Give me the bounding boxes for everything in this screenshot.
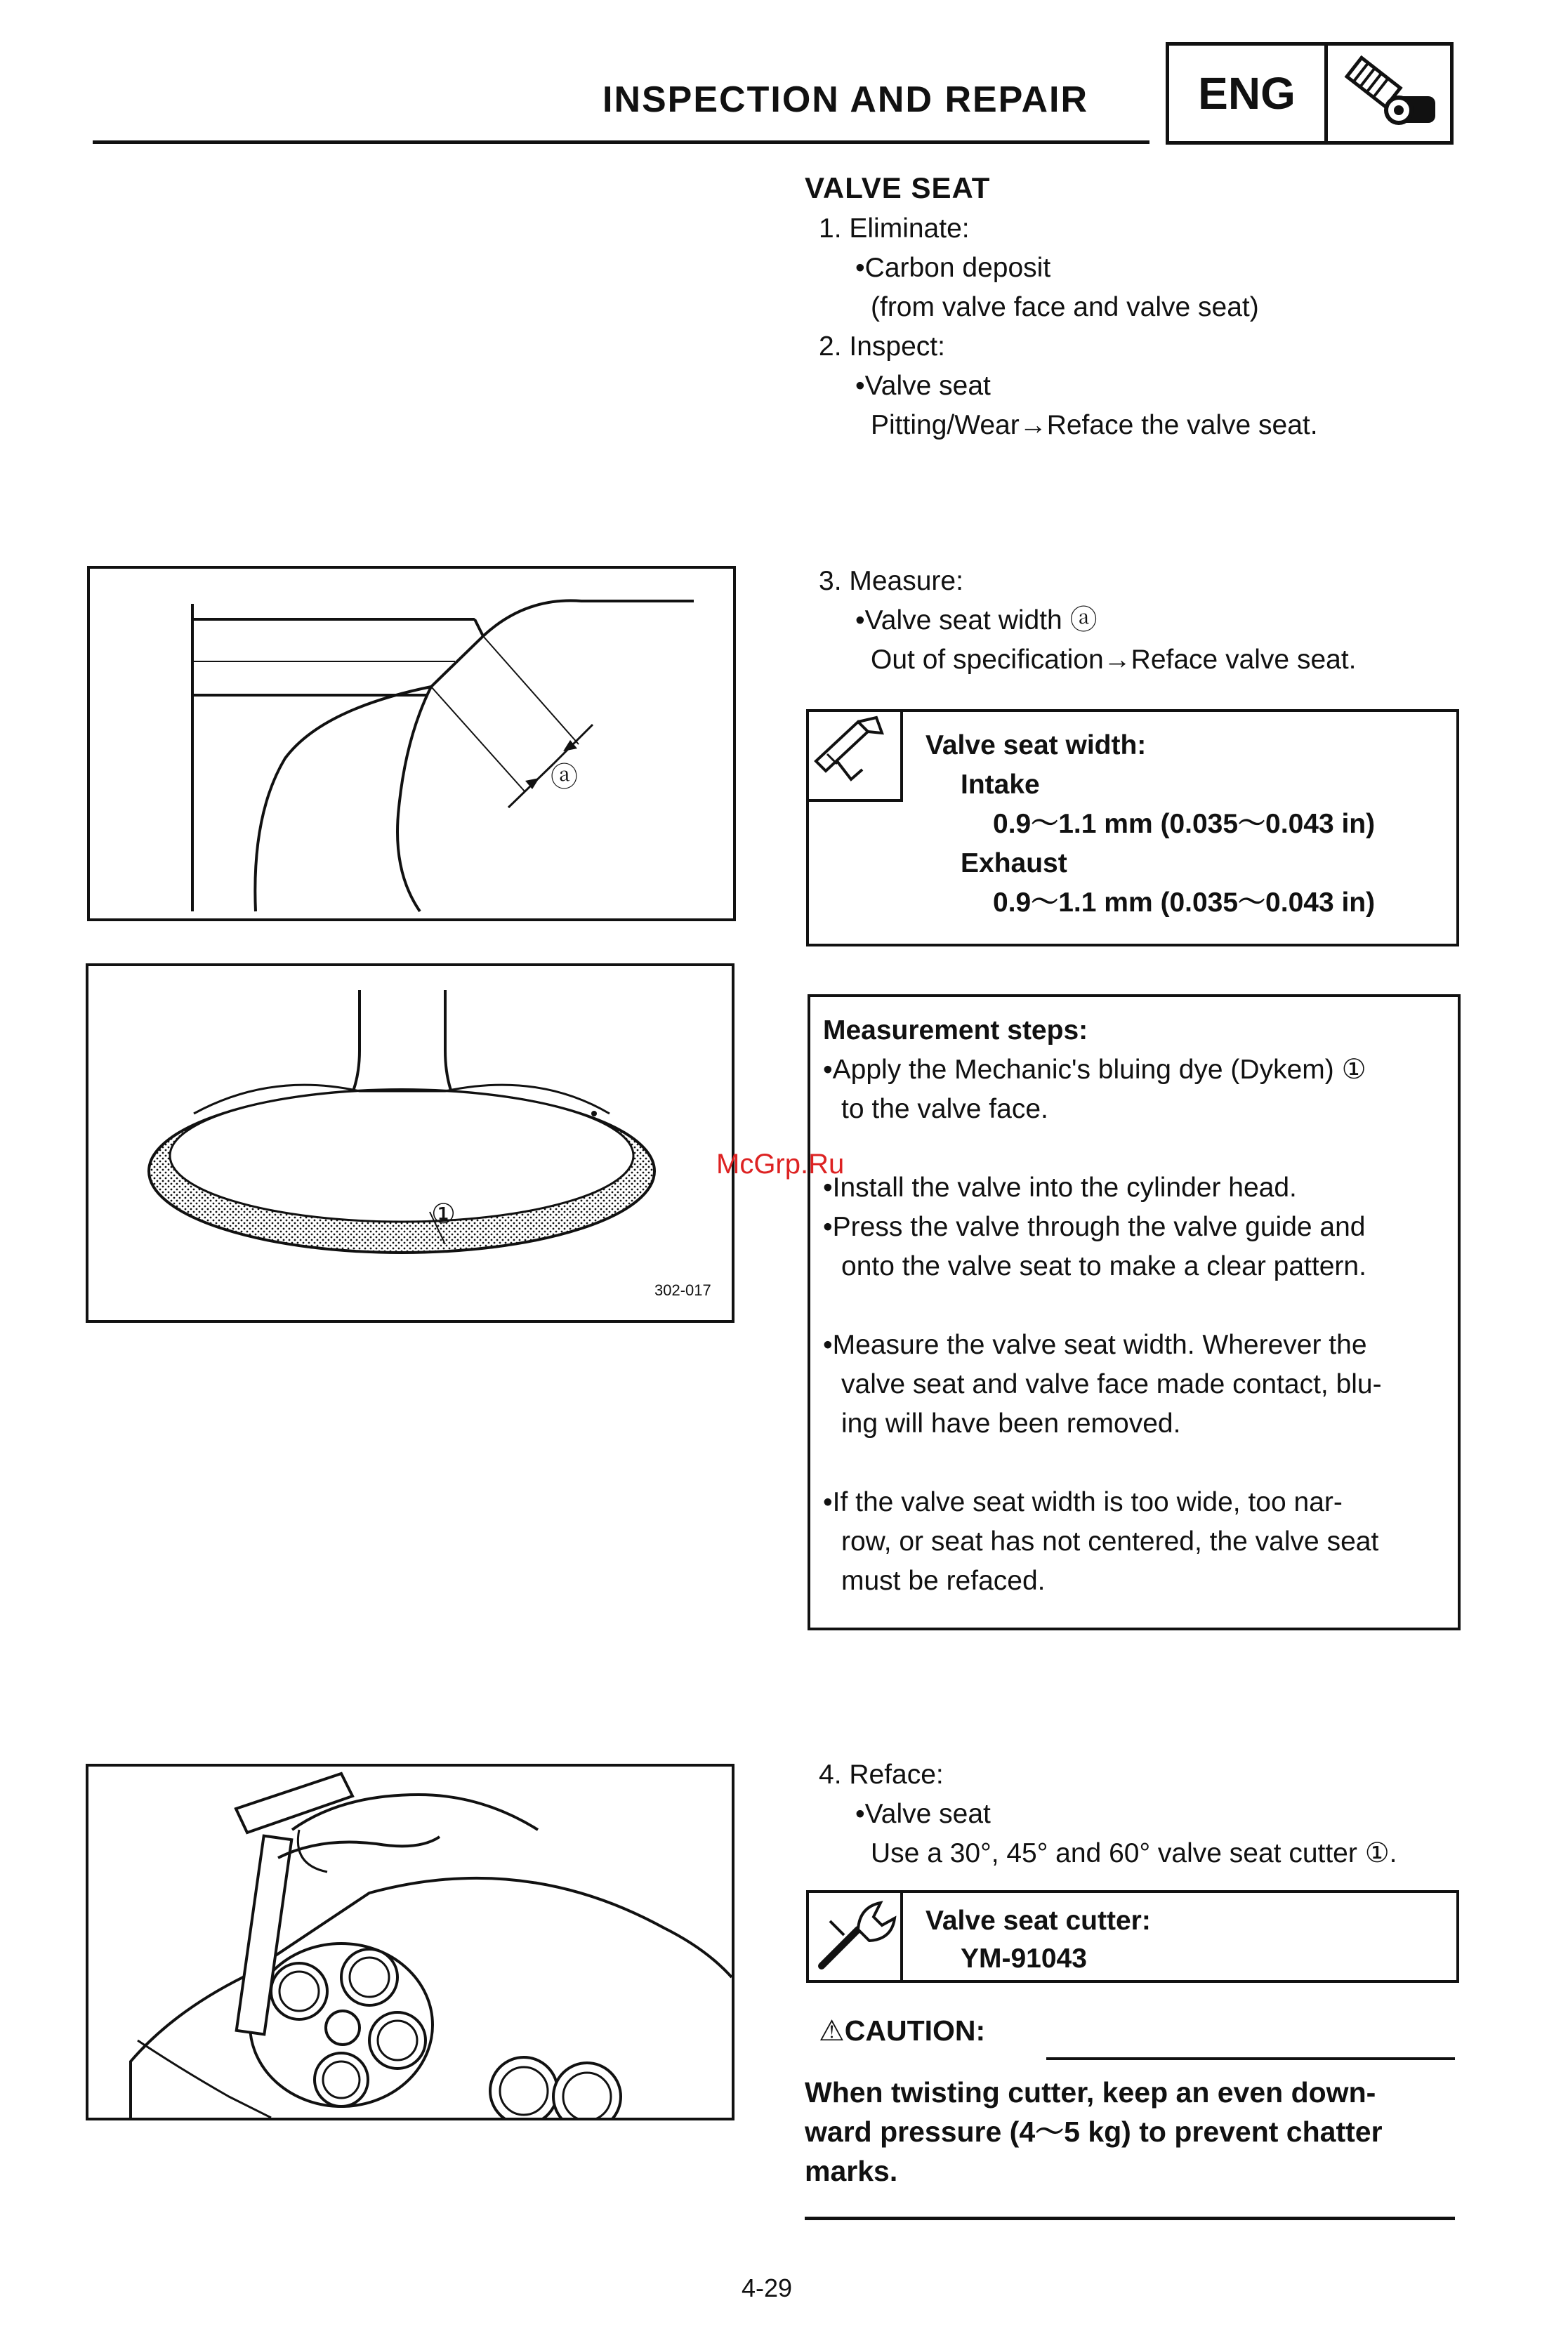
steps-item-5a: •If the valve seat width is too wide, too nar-: [823, 1487, 1343, 1517]
caution-divider: [1046, 2057, 1455, 2060]
steps-item-4c: ing will have been removed.: [841, 1408, 1181, 1439]
spec-title: Valve seat width:: [925, 730, 1147, 760]
width-marker-label: ⓐ: [551, 763, 579, 793]
steps-item-4b: valve seat and valve face made contact, blu-: [841, 1369, 1382, 1399]
tool-part-number: YM-91043: [961, 1944, 1087, 1974]
steps-item-3b: onto the valve seat to make a clear pattern.: [841, 1251, 1366, 1281]
steps-item-2: •Install the valve into the cylinder head.: [823, 1173, 1297, 1203]
spec-intake-value: 0.9～1.1 mm (0.035～0.043 in): [993, 809, 1376, 839]
section-badge: [1166, 42, 1454, 145]
spec-box: [806, 709, 1459, 946]
header-divider: [93, 140, 1149, 144]
steps-item-1b: to the valve face.: [841, 1094, 1048, 1124]
special-tool-box: [806, 1890, 1459, 1983]
step1-label: 1. Eliminate:: [819, 213, 970, 244]
engine-cylinder-icon: [1328, 46, 1450, 141]
steps-item-5b: row, or seat has not centered, the valve seat: [841, 1526, 1379, 1557]
wrench-tool-icon: [809, 1893, 903, 1980]
caliper-icon: [809, 712, 903, 802]
caution-line-1: When twisting cutter, keep an even down-: [805, 2076, 1376, 2109]
watermark: McGrp.Ru: [716, 1149, 845, 1180]
measurement-steps-box: [808, 994, 1461, 1630]
tool-title: Valve seat cutter:: [925, 1906, 1151, 1936]
steps-title: Measurement steps:: [823, 1015, 1088, 1045]
caution-title: ⚠CAUTION:: [819, 2014, 986, 2047]
step1-note: (from valve face and valve seat): [871, 292, 1259, 322]
spec-intake-label: Intake: [961, 770, 1040, 800]
steps-item-3a: •Press the valve through the valve guide and: [823, 1212, 1366, 1242]
dye-marker-label: ①: [431, 1199, 456, 1229]
caution-line-2: ward pressure (4～5 kg) to prevent chatter: [805, 2116, 1383, 2148]
step2-label: 2. Inspect:: [819, 331, 945, 362]
step4-label: 4. Reface:: [819, 1760, 944, 1790]
valve-face-figure: [86, 963, 734, 1323]
steps-item-1a: •Apply the Mechanic's bluing dye (Dykem) ①: [823, 1055, 1366, 1085]
step2-note: Pitting/Wear→Reface the valve seat.: [871, 410, 1318, 440]
page-title: INSPECTION AND REPAIR: [602, 79, 1089, 120]
footer-divider: [805, 2217, 1455, 2220]
valve-seat-cutter-figure: [86, 1764, 734, 2120]
spec-exhaust-value: 0.9～1.1 mm (0.035～0.043 in): [993, 888, 1376, 918]
caution-line-3: marks.: [805, 2155, 898, 2187]
step3-label: 3. Measure:: [819, 566, 963, 596]
step4-item: •Valve seat: [855, 1799, 991, 1829]
section-title: VALVE SEAT: [805, 171, 991, 204]
step3-item: •Valve seat width ⓐ: [855, 605, 1098, 635]
page-number: 4-29: [742, 2274, 793, 2302]
step4-note: Use a 30°, 45° and 60° valve seat cutter ①.: [871, 1838, 1397, 1868]
step2-item: •Valve seat: [855, 371, 991, 401]
valve-seat-width-figure: [87, 566, 736, 921]
figure-code: 302-017: [654, 1281, 711, 1299]
steps-item-4a: •Measure the valve seat width. Wherever the: [823, 1330, 1367, 1360]
step1-item: •Carbon deposit: [855, 253, 1051, 283]
badge-label: ENG: [1169, 46, 1328, 141]
spec-exhaust-label: Exhaust: [961, 848, 1067, 878]
step3-note: Out of specification→Reface valve seat.: [871, 645, 1357, 675]
steps-item-5c: must be refaced.: [841, 1566, 1046, 1596]
